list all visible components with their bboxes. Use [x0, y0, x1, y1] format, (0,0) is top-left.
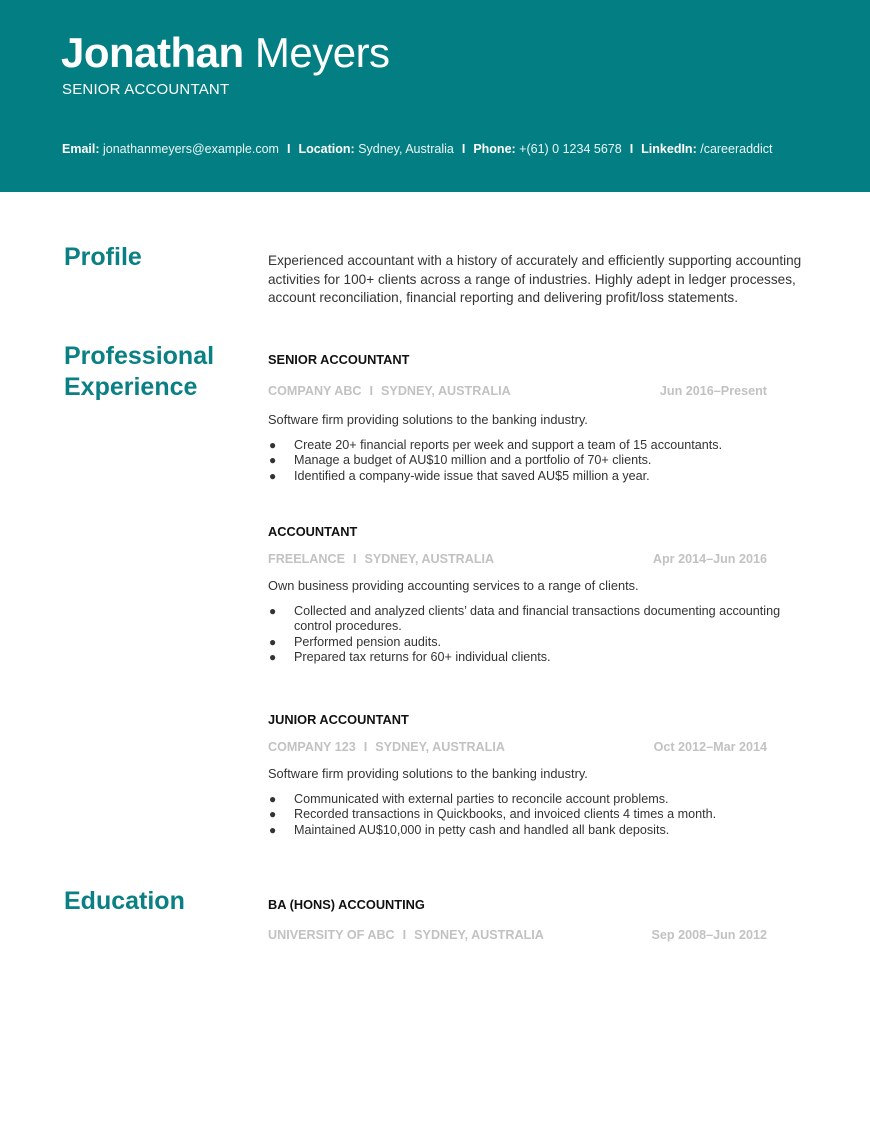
job-entry — [268, 352, 813, 484]
job-meta — [268, 551, 767, 567]
profile-summary: Experienced accountant with a history of accurately and efficiently supporting accounting activities for 100+ clients across a range of industries. Highly adept in ledger processes, account reconciliation, financial reporting and delivering profit/loss statements. — [268, 253, 802, 305]
bullet-dot-icon: ● — [269, 650, 277, 665]
bullet-dot-icon: ● — [269, 634, 277, 649]
bullet-text: Recorded transactions in Quickbooks, and invoiced clients 4 times a month. — [294, 807, 717, 822]
education-dates: Sep 2008–Jun 2012 — [651, 928, 767, 942]
bullet-dot-icon: ● — [269, 453, 277, 468]
contact-separator: I — [461, 142, 466, 156]
location-value: Sydney, Australia — [358, 142, 454, 156]
job-dates: Oct 2012–Mar 2014 — [653, 740, 767, 754]
bullet-dot-icon: ● — [269, 468, 277, 483]
email-value[interactable]: jonathanmeyers@example.com — [103, 142, 279, 156]
list-item — [268, 453, 813, 468]
last-name: Meyers — [254, 29, 390, 76]
bullet-text: Collected and analyzed clients’ data and financial transactions documenting accounting control procedures. — [294, 604, 781, 634]
email-label: Email: — [62, 142, 100, 156]
resume-header — [0, 0, 870, 192]
job-meta — [268, 739, 767, 755]
bullet-text: Identified a company-wide issue that saved AU$5 million a year. — [294, 468, 650, 483]
job-entry — [268, 524, 813, 666]
list-item — [268, 807, 813, 822]
linkedin-value[interactable]: /careeraddict — [700, 142, 773, 156]
job-description: Own business providing accounting services to a range of clients. — [268, 578, 639, 593]
job-location: SYDNEY, AUSTRALIA — [381, 384, 511, 398]
degree-title: BA (HONS) ACCOUNTING — [268, 897, 425, 912]
candidate-name — [61, 28, 390, 78]
linkedin-label: LinkedIn: — [641, 142, 697, 156]
bullet-text: Manage a budget of AU$10 million and a portfolio of 70+ clients. — [294, 453, 652, 468]
bullet-text: Performed pension audits. — [294, 634, 442, 649]
job-bullets — [268, 604, 813, 666]
list-item — [268, 469, 813, 484]
bullet-dot-icon: ● — [269, 807, 277, 822]
job-dates: Apr 2014–Jun 2016 — [652, 552, 767, 566]
job-bullets — [268, 438, 813, 484]
job-entry — [268, 712, 813, 838]
list-item — [268, 635, 813, 650]
job-description: Software firm providing solutions to the banking industry. — [268, 412, 588, 427]
candidate-title: SENIOR ACCOUNTANT — [62, 81, 230, 98]
education-entry — [268, 897, 813, 943]
job-company: FREELANCE — [268, 552, 345, 566]
school-name: UNIVERSITY OF ABC — [268, 928, 395, 942]
job-title: SENIOR ACCOUNTANT — [268, 352, 410, 367]
job-meta — [268, 383, 767, 399]
phone-value[interactable]: +(61) 0 1234 5678 — [519, 142, 622, 156]
list-item — [268, 792, 813, 807]
job-company: COMPANY 123 — [268, 740, 356, 754]
contact-separator: I — [629, 142, 634, 156]
list-item — [268, 823, 813, 838]
experience-heading-line2: Experience — [64, 373, 198, 401]
experience-heading-line1: Professional — [64, 342, 215, 370]
first-name: Jonathan — [61, 29, 244, 76]
location-label: Location: — [298, 142, 355, 156]
experience-heading — [64, 341, 214, 403]
job-location: SYDNEY, AUSTRALIA — [364, 552, 495, 566]
education-heading: Education — [64, 887, 185, 915]
meta-separator: I — [352, 552, 357, 566]
job-title: ACCOUNTANT — [268, 524, 358, 539]
meta-separator: I — [402, 928, 407, 942]
bullet-dot-icon: ● — [269, 822, 277, 837]
job-description: Software firm providing solutions to the banking industry. — [268, 766, 588, 781]
job-company: COMPANY ABC — [268, 384, 362, 398]
profile-heading: Profile — [64, 243, 142, 271]
bullet-dot-icon: ● — [269, 604, 277, 618]
job-title: JUNIOR ACCOUNTANT — [268, 712, 409, 727]
meta-separator: I — [363, 740, 368, 754]
list-item — [268, 438, 813, 453]
bullet-text: Prepared tax returns for 60+ individual clients. — [294, 650, 551, 665]
job-location: SYDNEY, AUSTRALIA — [375, 740, 505, 754]
bullet-text: Communicated with external parties to reconcile account problems. — [294, 792, 669, 806]
contact-separator: I — [286, 142, 291, 156]
meta-separator: I — [369, 384, 374, 398]
bullet-dot-icon: ● — [269, 792, 277, 806]
bullet-text: Create 20+ financial reports per week and support a team of 15 accountants. — [294, 438, 723, 452]
list-item — [268, 650, 813, 665]
job-bullets — [268, 792, 813, 838]
list-item — [268, 604, 813, 635]
contact-bar — [62, 141, 772, 157]
school-location: SYDNEY, AUSTRALIA — [414, 928, 544, 942]
bullet-text: Maintained AU$10,000 in petty cash and handled all bank deposits. — [294, 822, 670, 837]
job-dates: Jun 2016–Present — [659, 384, 767, 398]
phone-label: Phone: — [473, 142, 516, 156]
bullet-dot-icon: ● — [269, 438, 277, 452]
education-meta — [268, 927, 767, 943]
